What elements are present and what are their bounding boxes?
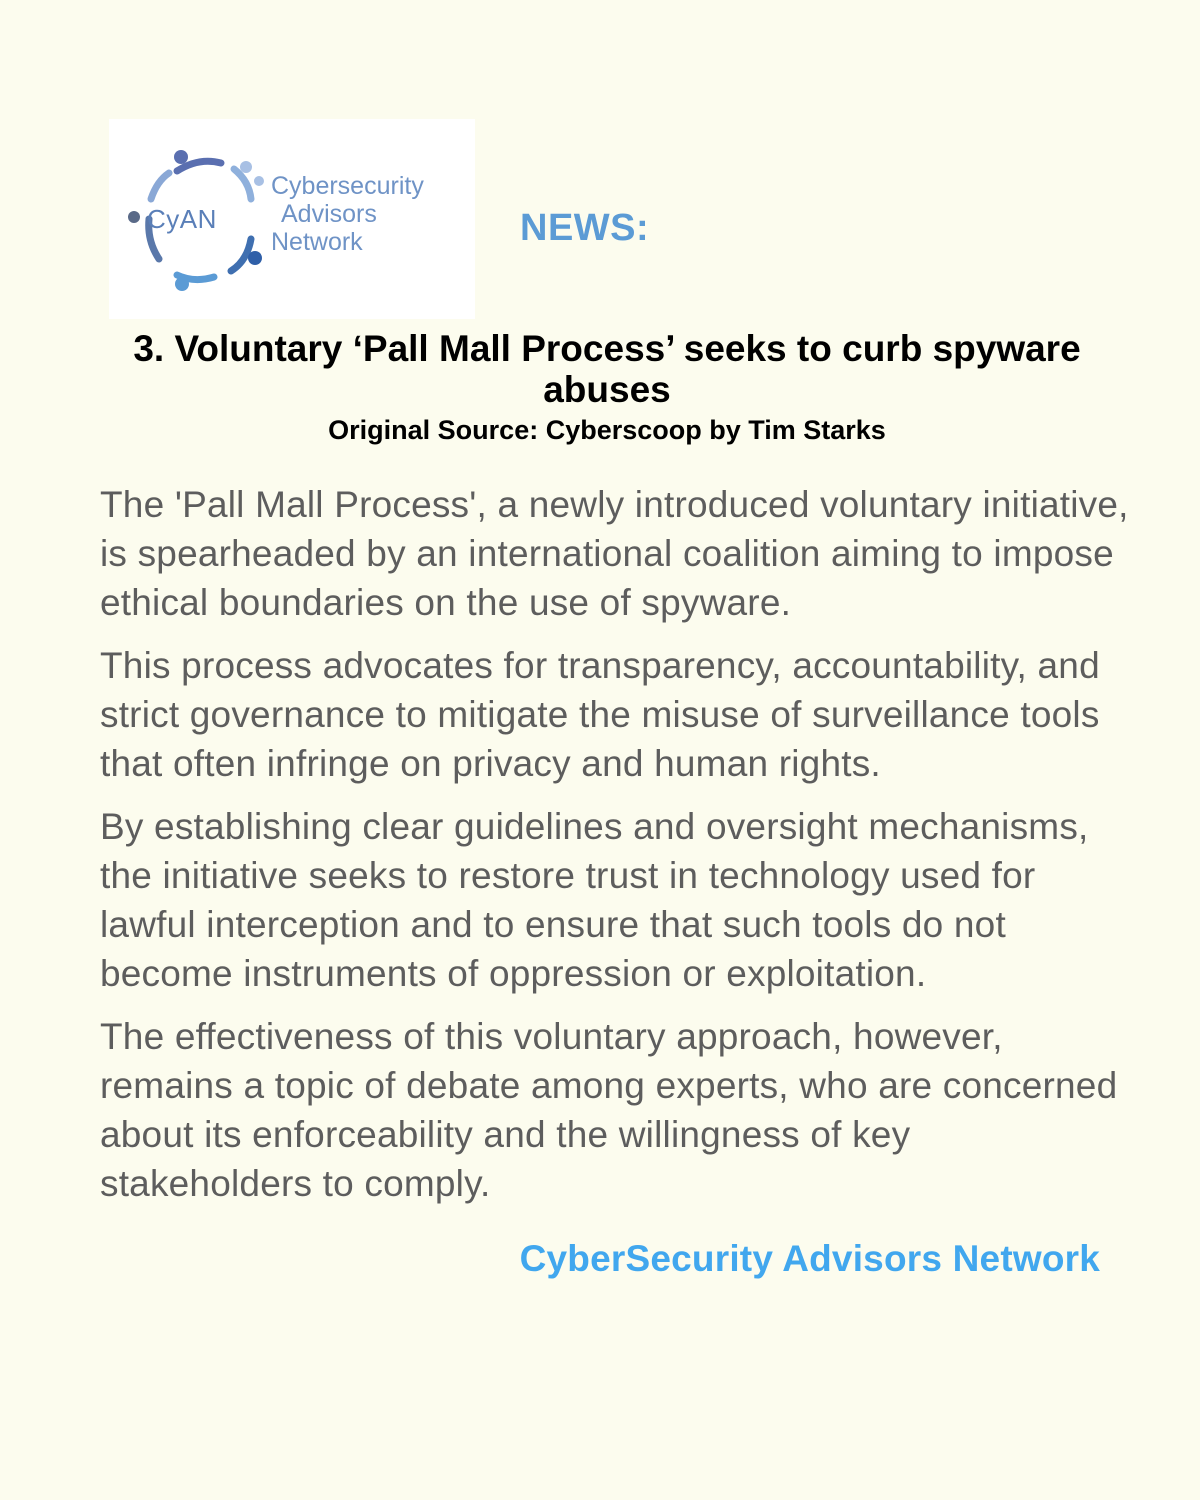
article-source: Original Source: Cyberscoop by Tim Starks [328,415,886,445]
paragraph: This process advocates for transparency, accountability, and strict governance to mitigate the misuse of surveillance tools that often infringe on privacy and human rights. [100,645,1100,784]
logo-wordmark [271,172,424,256]
logo-line-3: Network [271,228,363,256]
paragraph: The effectiveness of this voluntary approach, however, remains a topic of debate among experts, who are concerned about its enforceability and the willingness of key stakeholders to comply. [100,1016,1118,1204]
logo-line-1: Cybersecurity [271,172,424,200]
article-body [100,480,1130,1283]
article-headline: 3. Voluntary ‘Pall Mall Process’ seeks to curb spyware abuses [133,328,1081,410]
footer-container [100,1222,1130,1283]
footer-brand: CyberSecurity Advisors Network [519,1238,1100,1279]
paragraph: By establishing clear guidelines and oversight mechanisms, the initiative seeks to restore trust in technology used for lawful interception and to ensure that such tools do not become instruments of oppression or exploitation. [100,806,1089,994]
news-label: NEWS: [520,207,650,249]
paragraph: The 'Pall Mall Process', a newly introduced voluntary initiative, is spearheaded by an international coalition aiming to impose ethical boundaries on the use of spyware. [100,484,1129,623]
logo-line-2: Advisors [281,200,377,228]
cyan-logo [109,119,475,319]
logo-abbreviation: CyAN [147,204,217,234]
